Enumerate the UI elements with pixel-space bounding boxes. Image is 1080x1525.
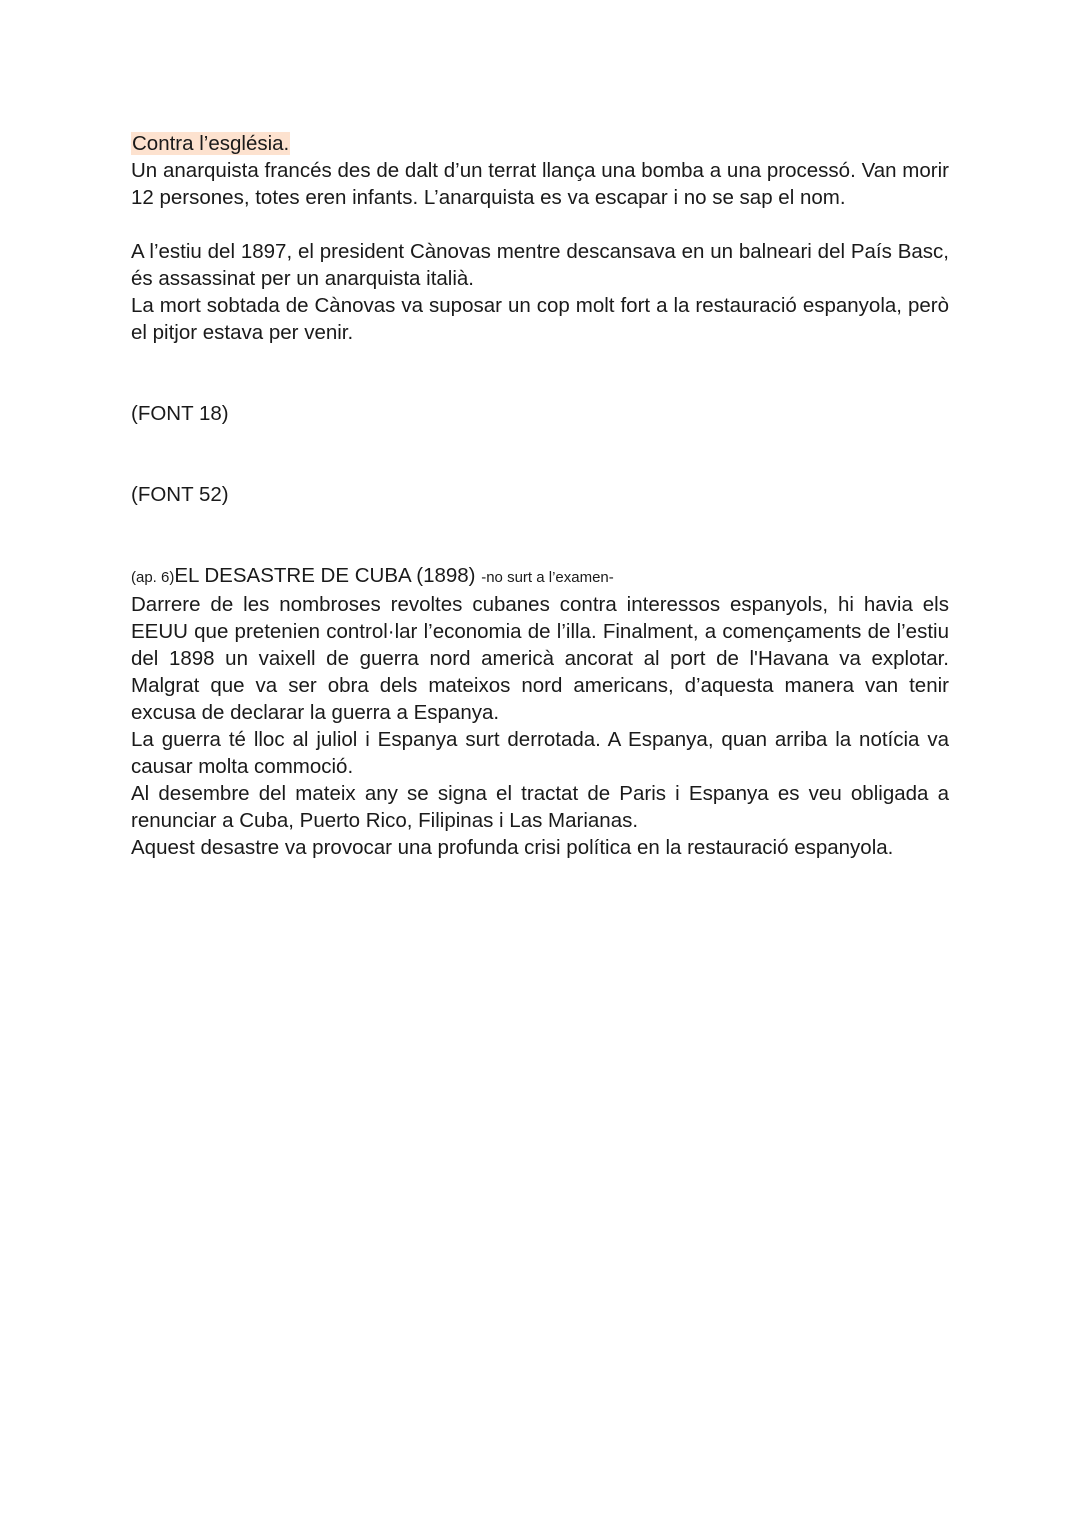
paragraph-cuba-2: La guerra té lloc al juliol i Espanya surt derrotada. A Espanya, quan arriba la notícia va causar molta commoció. (131, 728, 949, 778)
paragraph-cuba-3: Al desembre del mateix any se signa el tractat de Paris i Espanya es veu obligada a renunciar a Cuba, Puerto Rico, Filipinas i Las Marianas. (131, 782, 949, 832)
section-heading (131, 562, 949, 591)
section-note: -no surt a l’examen- (481, 569, 614, 586)
source-reference: (FONT 18) (131, 402, 229, 425)
section-prefix: (ap. 6) (131, 569, 175, 586)
paragraph-church (131, 130, 949, 211)
paragraph-canovas-death: La mort sobtada de Cànovas va suposar un cop molt fort a la restauració espanyola, però el pitjor estava per venir. (131, 294, 949, 344)
spacer (131, 211, 949, 238)
section-title: EL DESASTRE DE CUBA (1898) (174, 564, 476, 587)
source-reference: (FONT 52) (131, 483, 229, 506)
document-page (131, 130, 949, 861)
paragraph-canovas: A l’estiu del 1897, el president Cànovas mentre descansava en un balneari del País Basc, és assassinat per un anarquista italià. (131, 240, 949, 290)
spacer (131, 427, 949, 481)
spacer (131, 508, 949, 562)
paragraph-cuba-1: Darrere de les nombroses revoltes cubanes contra interessos espanyols, hi havia els EEUU que pretenien control·lar l’economia de l’illa. Finalment, a començaments de l’estiu del 1898 un vaixell de guerra nord americà ancorat al port de l'Havana va explotar. Malgrat que va ser obra dels mateixos nord americans, d’aquesta manera van tenir excusa de declarar la guerra a Espanya. (131, 593, 949, 724)
paragraph-cuba-4: Aquest desastre va provocar una profunda crisi política en la restauració espanyola. (131, 836, 894, 859)
paragraph-text: Un anarquista francés des de dalt d’un terrat llança una bomba a una processó. Van morir 12 persones, totes eren infants. L’anarquista es va escapar i no se sap el nom. (131, 159, 949, 209)
spacer (131, 346, 949, 400)
highlighted-heading: Contra l’església. (132, 132, 290, 155)
